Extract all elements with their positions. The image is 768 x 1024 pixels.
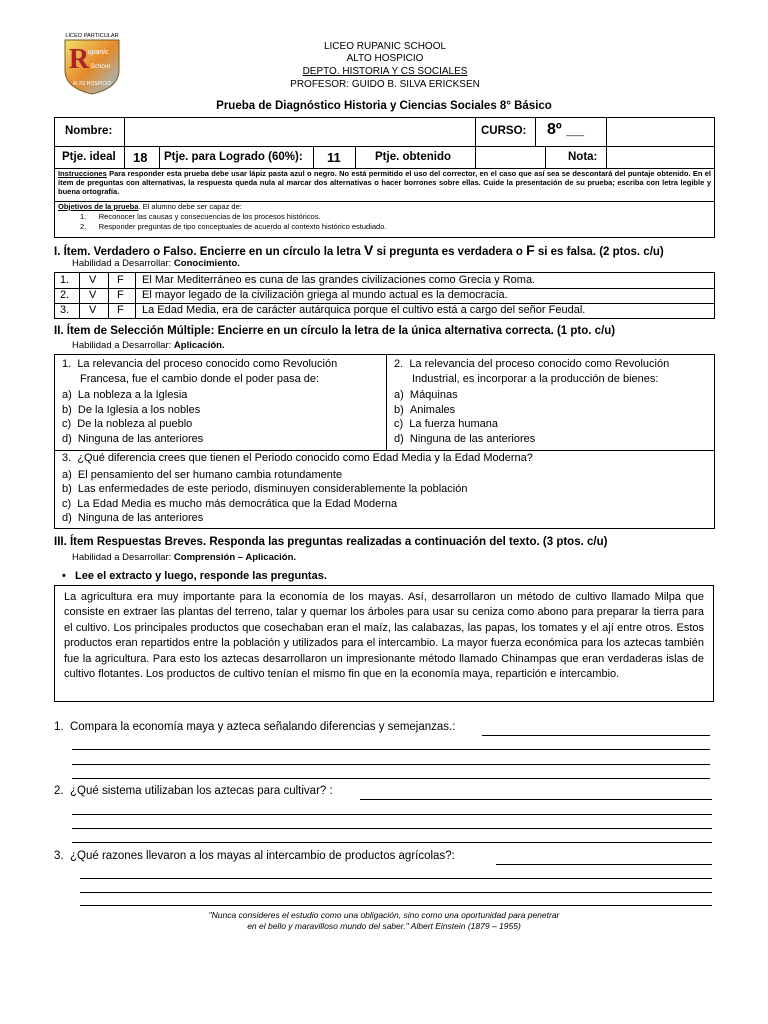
mc1-option-c[interactable]: c) De la nobleza al pueblo (62, 418, 193, 431)
tf-1-v[interactable]: V (89, 274, 97, 286)
answer-line[interactable] (72, 828, 712, 829)
logrado-label: Ptje. para Logrado (60%): (164, 151, 303, 163)
mc2-option-b[interactable]: b) Animales (394, 403, 456, 416)
tf-2-f[interactable]: F (117, 289, 124, 301)
logrado-value: 11 (327, 150, 341, 165)
svg-text:R: R (68, 44, 90, 75)
section1-title: I. Ítem. Verdadero o Falso. Encierre en un círculo la letra V si pregunta es verdadera o F si es falsa. (2 ptos. c/u) (54, 242, 664, 258)
extract-box (54, 585, 714, 702)
answer-line[interactable] (496, 864, 712, 865)
info-table (54, 117, 715, 238)
mc2-option-d[interactable]: d) Ninguna de las anteriores (394, 432, 536, 445)
answer-line[interactable] (72, 814, 712, 815)
section3-skill: Habilidad a Desarrollar: Comprensión – Aplicación. (72, 552, 297, 563)
mc3-option-d[interactable]: d) Ninguna de las anteriores (62, 512, 204, 525)
section2-skill: Habilidad a Desarrollar: Aplicación. (72, 340, 225, 351)
teacher: PROFESOR: GUIDO B. SILVA ERICKSEN (290, 79, 480, 90)
tf-3-v[interactable]: V (89, 304, 97, 316)
mc3-option-b[interactable]: b) Las enfermedades de este periodo, disminuyen considerablemente la población (62, 483, 468, 496)
nombre-label: Nombre: (65, 125, 113, 137)
ideal-value: 18 (133, 150, 148, 165)
answer-line[interactable] (80, 892, 712, 893)
section3-title: III. Ítem Respuestas Breves. Responda las preguntas realizadas a continuación del texto. (3 ptos. c/u) (54, 536, 608, 548)
footer-quote: "Nunca consideres el estudio como una obligación, sino como una oportunidad para penetrar en el bello y maravilloso mundo del saber." Albert Einstein (1879 – 1955) (208, 910, 560, 931)
answer-line[interactable] (72, 778, 710, 779)
mc-question-3: 3. ¿Qué diferencia crees que tienen el Periodo conocido como Edad Media y la Edad Moderna? a) El pensamiento del ser humano cambia rotundamente b) Las enfermedades de este periodo, disminuyen considerablemente la población c) La Edad Media es mucho más democrática que la Edad Moderna d) Ninguna de las anteriores (62, 451, 712, 526)
short-question-3: 3. ¿Qué razones llevaron a los mayas al intercambio de productos agrícolas?: (54, 850, 455, 862)
curso-value: 8º __ (547, 121, 584, 138)
mc-question-1: 1. La relevancia del proceso conocido como Revolución Francesa, fue el cambio donde el poder pasa de: a) La nobleza a la Iglesia b) De la Iglesia a los nobles c) De la nobleza al pueblo d) Ninguna de las anteriores (62, 357, 382, 447)
tf-2-v[interactable]: V (89, 289, 97, 301)
tf-1-f[interactable]: F (117, 274, 124, 286)
svg-text:ALTO HOSPICIO: ALTO HOSPICIO (72, 81, 112, 87)
nota-label: Nota: (568, 151, 598, 163)
svg-text:upanic: upanic (87, 49, 109, 56)
objective-2: 2. Responder preguntas de tipo conceptuales de acuerdo al contexto histórico estudiado. (80, 222, 387, 231)
mc2-option-a[interactable]: a) Máquinas (394, 389, 458, 402)
objective-1: 1. Reconocer las causas y consecuencias de los procesos históricos. (80, 212, 321, 221)
department: DEPTO. HISTORIA Y CS SOCIALES (302, 66, 468, 77)
answer-line[interactable] (80, 878, 712, 879)
mc1-option-d[interactable]: d) Ninguna de las anteriores (62, 432, 204, 445)
instructions: Instrucciones Para responder esta prueba debe usar lápiz pasta azul o negro. No está permitido el uso del corrector, en el caso que así sea se descontará del puntaje obtenido. En el ítem de preguntas con alternativas, la respuesta queda nula al marcar dos alternativas o hacer borrones sobre ellas. Cuide la presentación de su prueba; escriba con letra legible y buena ortografía. (58, 169, 711, 196)
obtenido-label: Ptje. obtenido (375, 151, 452, 163)
answer-line[interactable] (482, 735, 710, 736)
city: ALTO HOSPICIO (346, 53, 424, 64)
objectives-heading: Objetivos de la prueba. El alumno debe ser capaz de: (58, 202, 242, 211)
school-name: LICEO RUPANIC SCHOOL (323, 41, 447, 52)
mc-question-2: 2. La relevancia del proceso conocido como Revolución Industrial, es incorporar a la producción de bienes: a) Máquinas b) Animales c) La fuerza humana d) Ninguna de las anteriores (394, 357, 714, 447)
answer-line[interactable] (72, 749, 710, 750)
mc3-option-c[interactable]: c) La Edad Media es mucho más democrática que la Edad Moderna (62, 497, 398, 510)
mc1-option-b[interactable]: b) De la Iglesia a los nobles (62, 403, 201, 416)
nombre-field[interactable] (125, 119, 474, 145)
answer-line[interactable] (72, 842, 712, 843)
svg-text:School: School (90, 63, 110, 70)
section2-title: II. Ítem de Selección Múltiple: Encierre en un círculo la letra de la única alternativa correcta. (1 pto. c/u) (54, 325, 616, 337)
svg-text:LICEO PARTICULAR: LICEO PARTICULAR (65, 33, 119, 39)
short-question-1: 1. Compara la economía maya y azteca señalando diferencias y semejanzas.: (54, 721, 456, 733)
ideal-label: Ptje. ideal (62, 151, 116, 163)
extract-text: La agricultura era muy importante para la economía de los mayas. Así, desarrollaron un método de cultivo llamado Milpa que consiste en extraer las plantas del terreno, talar y quemar los árboles para usar su ceniza como abono para preparar la tierra para el cultivo. Los principales productos que cosechaban eran el maíz, las calabazas, las papas, los tomates y el ají entre otros. Estos productos eran repartidos entre la población y utilizados para el intercambio. La mayor fuerza económica para los aztecas también fue la agricultura. Para esto los aztecas desarrollaron un impresionante método llamado Chinampas que eran verdaderas islas de cultivo flotantes. Los productos de cultivo tenían el mismo fin que en la economía maya, repartición e intercambio. (64, 591, 704, 681)
tf-3-f[interactable]: F (117, 304, 124, 316)
mc3-option-a[interactable]: a) El pensamiento del ser humano cambia rotundamente (62, 468, 343, 481)
answer-line[interactable] (80, 905, 712, 906)
mc2-option-c[interactable]: c) La fuerza humana (394, 418, 498, 431)
school-logo (62, 30, 122, 96)
curso-label: CURSO: (481, 125, 527, 137)
short-question-2: 2. ¿Qué sistema utilizaban los aztecas para cultivar? : (54, 785, 333, 797)
page-title: Prueba de Diagnóstico Historia y Ciencias Sociales 8° Básico (216, 100, 552, 112)
answer-line[interactable] (360, 799, 712, 800)
shield-logo-icon (62, 30, 122, 96)
answer-line[interactable] (72, 764, 710, 765)
reading-instruction: • Lee el extracto y luego, responde las preguntas. (62, 570, 327, 582)
mc1-option-a[interactable]: a) La nobleza a la Iglesia (62, 389, 188, 402)
section1-skill: Habilidad a Desarrollar: Conocimiento. (72, 258, 240, 269)
